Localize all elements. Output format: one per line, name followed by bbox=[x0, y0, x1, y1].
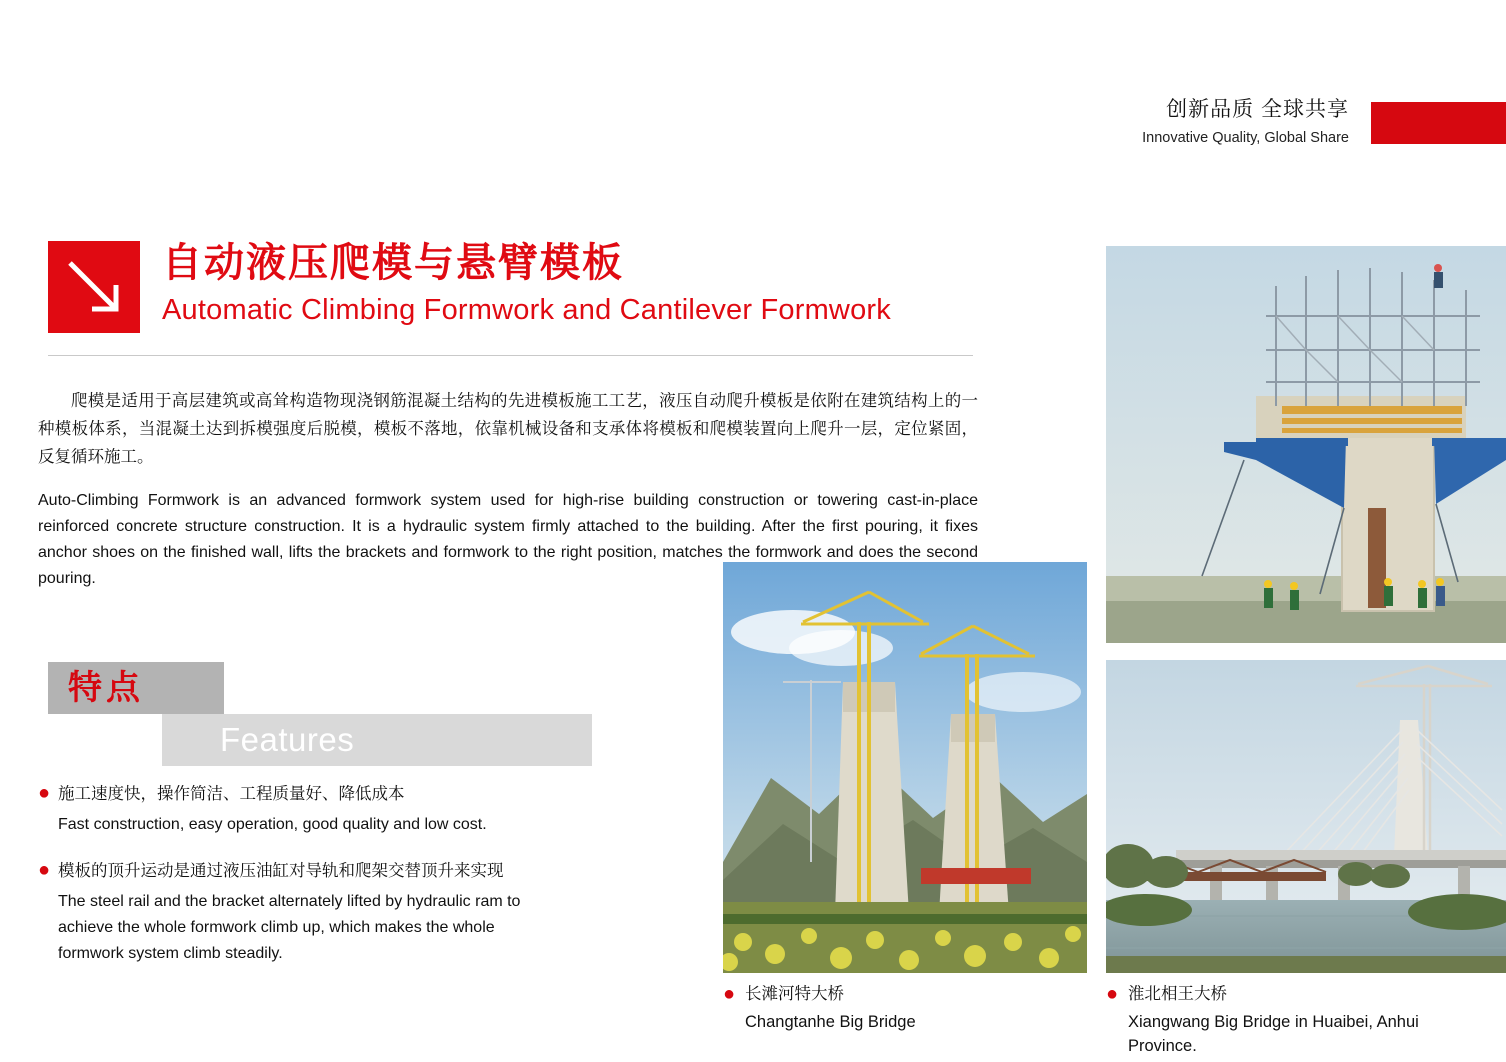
photo-twin-pylons bbox=[723, 562, 1087, 973]
caption-english: Changtanhe Big Bridge bbox=[745, 1012, 916, 1031]
page-title-english: Automatic Climbing Formwork and Cantilever Formwork bbox=[162, 294, 891, 326]
page-title-chinese: 自动液压爬模与悬臂模板 bbox=[162, 241, 624, 285]
slogan-english: Innovative Quality, Global Share bbox=[1142, 130, 1349, 147]
features-heading-english: Features bbox=[220, 721, 355, 758]
features-heading-chinese: 特点 bbox=[68, 669, 144, 707]
title-block bbox=[48, 238, 988, 356]
caption-xiangwang bbox=[1106, 983, 1486, 1059]
caption-english: Xiangwang Big Bridge in Huaibei, Anhui Province. bbox=[1128, 1012, 1419, 1055]
intro-paragraph-english: Auto-Climbing Formwork is an advanced formwork system used for high-rise building construction or towering cast-in-place reinforced concrete structure construction. It is a hydraulic system firmly attached to the building. After the first pouring, it fixes anchor shoes on the finished wall, lifts the brackets and formwork to the right position, matches the formwork and does the second pouring. bbox=[38, 492, 978, 587]
feature-text-english: Fast construction, easy operation, good quality and low cost. bbox=[58, 815, 487, 833]
feature-text-chinese: 模板的顶升运动是通过液压油缸对导轨和爬架交替顶升来实现 bbox=[58, 862, 504, 881]
title-logo bbox=[48, 241, 140, 333]
title-divider bbox=[48, 355, 973, 356]
photo-cable-stayed-bridge bbox=[1106, 660, 1506, 973]
company-slogan bbox=[1142, 96, 1371, 148]
caption-chinese: 淮北相王大桥 bbox=[1128, 985, 1227, 1003]
slogan-chinese: 创新品质 全球共享 bbox=[1166, 98, 1349, 121]
bullet-icon: ● bbox=[38, 782, 51, 804]
bullet-icon: ● bbox=[1106, 983, 1119, 1005]
caption-changtanhe bbox=[723, 983, 1093, 1035]
features-heading bbox=[48, 662, 548, 766]
feature-text-english: The steel rail and the bracket alternately lifted by hydraulic ram to achieve the whole formwork climb up, which makes the whole formwork system climb steadily. bbox=[58, 893, 521, 962]
list-item bbox=[38, 782, 558, 837]
diagonal-arrow-icon bbox=[48, 241, 140, 333]
photo-bridge-pier-formwork bbox=[1106, 246, 1506, 643]
bullet-icon: ● bbox=[723, 983, 736, 1005]
caption-chinese: 长滩河特大桥 bbox=[745, 985, 844, 1003]
list-item bbox=[38, 859, 558, 966]
header-accent-bar bbox=[1371, 102, 1506, 144]
feature-text-chinese: 施工速度快，操作简洁、工程质量好、降低成本 bbox=[58, 785, 405, 803]
intro-paragraph-chinese: 爬模是适用于高层建筑或高耸构造物现浇钢筋混凝土结构的先进模板施工工艺，液压自动爬升模板是依附在建筑结构上的一种模板体系，当混凝土达到拆模强度后脱模，模板不落地，依靠机械设备和支承体将模板和爬模装置向上爬升一层，定位紧固，反复循环施工。 bbox=[38, 391, 978, 467]
features-list bbox=[38, 782, 558, 989]
page-header bbox=[1142, 96, 1506, 148]
bullet-icon: ● bbox=[38, 859, 51, 882]
